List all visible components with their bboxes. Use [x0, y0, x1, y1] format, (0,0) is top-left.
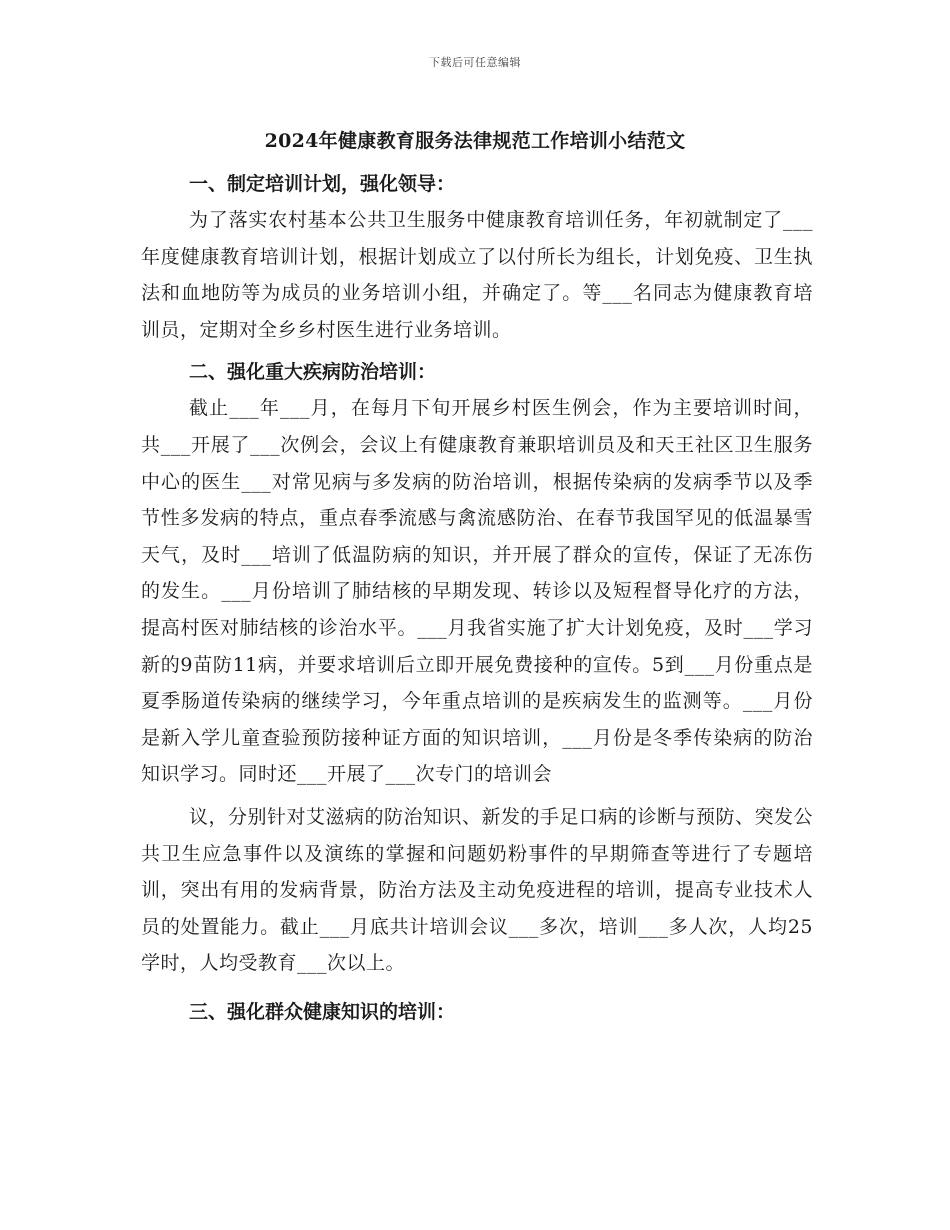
- section-heading-2: 二、强化重大疾病防治培训：: [189, 361, 437, 384]
- section-2-paragraph-2: 议，分别针对艾滋病的防治知识、新发的手足口病的诊断与预防、突发公共卫生应急事件以及演练的掌握和问题奶粉事件的早期筛查等进行了专题培训，突出有用的发病背景，防治方法及主动免疫进程的培训，提高专业技术人员的处置能力。截止___月底共计培训会议___多次，培训___多人次，人均25学时，人均受教育___次以上。: [141, 805, 814, 975]
- header-note: 下载后可任意编辑: [429, 56, 521, 69]
- document-title: 2024年健康教育服务法律规范工作培训小结范文: [264, 130, 686, 152]
- section-heading-3: 三、强化群众健康知识的培训：: [189, 1000, 456, 1023]
- section-2-paragraph-1: 截止___年___月，在每月下旬开展乡村医生例会，作为主要培训时间，共___开展了___次例会，会议上有健康教育兼职培训员及和天王社区卫生服务中心的医生___对常见病与多发病的防治培训，根据传染病的发病季节以及季节性多发病的特点，重点春季流感与禽流感防治、在春节我国罕见的低温暴雪天气，及时___培训了低温防病的知识，并开展了群众的宣传，保证了无冻伤的发生。___月份培训了肺结核的早期发现、转诊以及短程督导化疗的方法，提高村医对肺结核的诊治水平。___月我省实施了扩大计划免疫，及时___学习新的9苗防11病，并要求培训后立即开展免费接种的宣传。5到___月份重点是夏季肠道传染病的继续学习，今年重点培训的是疾病发生的监测等。___月份是新入学儿童查验预防接种证方面的知识培训，___月份是冬季传染病的防治知识学习。同时还___开展了___次专门的培训会: [141, 397, 813, 786]
- document-body: [141, 166, 813, 1030]
- section-heading-1: 一、制定培训计划，强化领导：: [189, 173, 456, 195]
- section-1-paragraph-1: 为了落实农村基本公共卫生服务中健康教育培训任务，年初就制定了___年度健康教育培训计划，根据计划成立了以付所长为组长，计划免疫、卫生执法和血地防等为成员的业务培训小组，并确定了。等___名同志为健康教育培训员，定期对全乡乡村医生进行业务培训。: [141, 209, 813, 341]
